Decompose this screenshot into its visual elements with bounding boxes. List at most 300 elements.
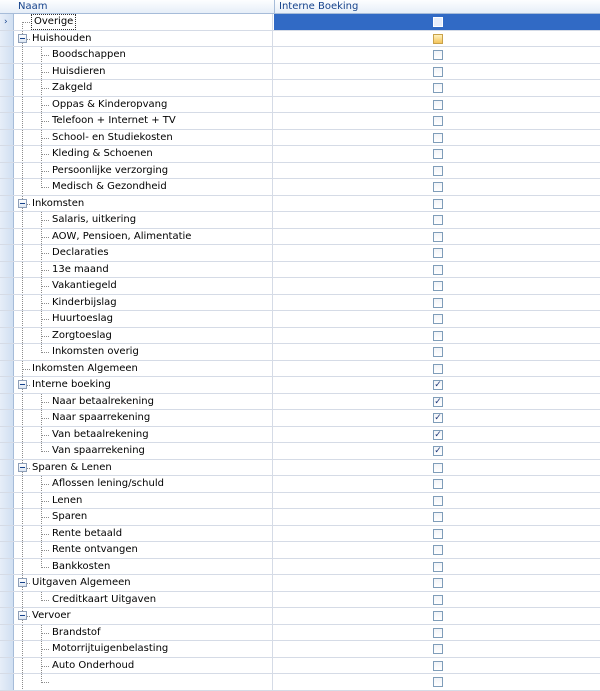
name-cell[interactable] — [14, 229, 273, 245]
name-cell[interactable] — [14, 80, 273, 96]
interne-boeking-cell[interactable] — [274, 179, 600, 195]
checkbox[interactable] — [433, 661, 443, 671]
tree-child-row[interactable] — [0, 146, 600, 163]
checkbox[interactable] — [433, 232, 443, 242]
tree-child-row[interactable] — [0, 97, 600, 114]
name-cell[interactable] — [14, 146, 273, 162]
tree-line — [41, 402, 49, 403]
tree-child-row[interactable] — [0, 311, 600, 328]
row-indicator-header — [0, 0, 14, 13]
checkbox[interactable] — [433, 364, 443, 374]
interne-boeking-cell[interactable] — [274, 295, 600, 311]
tree-line — [41, 633, 49, 634]
tree-child-row[interactable] — [0, 493, 600, 510]
row-indicator[interactable] — [0, 460, 14, 476]
tree-child-row[interactable] — [0, 674, 600, 691]
name-cell[interactable] — [14, 97, 273, 113]
checkbox[interactable] — [433, 17, 443, 27]
checkbox-indeterminate[interactable] — [433, 34, 443, 44]
tree-line — [22, 80, 23, 96]
row-indicator[interactable] — [0, 328, 14, 344]
tree-line — [41, 270, 49, 271]
row-indicator[interactable] — [0, 14, 14, 30]
interne-boeking-cell[interactable] — [274, 625, 600, 641]
tree-line — [22, 22, 23, 30]
category-label: Zorgtoeslag — [52, 329, 112, 341]
interne-boeking-cell[interactable] — [274, 509, 600, 525]
tree-child-row[interactable] — [0, 658, 600, 675]
interne-boeking-cell[interactable] — [274, 608, 600, 624]
tree-line — [22, 509, 23, 525]
checkbox[interactable] — [433, 182, 443, 192]
tree-child-row[interactable] — [0, 113, 600, 130]
interne-boeking-cell[interactable] — [274, 443, 600, 459]
tree-child-row[interactable] — [0, 641, 600, 658]
tree-line — [41, 121, 49, 122]
category-label: Rente ontvangen — [52, 544, 138, 555]
tree-line — [41, 286, 49, 287]
tree-line — [41, 550, 49, 551]
tree-line — [22, 47, 23, 63]
tree-child-row[interactable] — [0, 443, 600, 460]
category-label: Naar betaalrekening — [52, 395, 154, 407]
name-cell[interactable] — [14, 196, 273, 212]
tree-line — [22, 658, 23, 674]
row-indicator[interactable] — [0, 493, 14, 509]
interne-boeking-cell[interactable] — [274, 377, 600, 393]
row-indicator[interactable] — [0, 625, 14, 641]
collapse-icon[interactable] — [18, 463, 27, 472]
category-label: Inkomsten Algemeen — [32, 362, 138, 374]
category-label: Huurtoeslag — [52, 313, 113, 324]
tree-line — [41, 418, 49, 419]
tree-line — [41, 253, 49, 254]
tree-line — [22, 64, 23, 80]
category-label: Persoonlijke verzorging — [52, 164, 169, 176]
column-header-interne-boeking[interactable]: Interne Boeking — [279, 1, 359, 12]
interne-boeking-cell[interactable] — [274, 47, 600, 63]
checkbox[interactable] — [433, 529, 443, 539]
tree-child-row[interactable] — [0, 476, 600, 493]
interne-boeking-cell[interactable] — [274, 674, 600, 690]
current-row-arrow-icon: › — [4, 17, 8, 27]
name-cell[interactable] — [14, 212, 273, 228]
row-indicator[interactable] — [0, 80, 14, 96]
tree-child-row[interactable] — [0, 410, 600, 427]
tree-line — [22, 97, 23, 113]
row-indicator[interactable] — [0, 394, 14, 410]
row-indicator[interactable] — [0, 559, 14, 575]
tree-child-row[interactable] — [0, 262, 600, 279]
interne-boeking-cell[interactable] — [274, 130, 600, 146]
interne-boeking-cell[interactable] — [274, 14, 600, 30]
checkbox[interactable] — [433, 496, 443, 506]
name-cell[interactable] — [14, 163, 273, 179]
tree-line — [41, 352, 49, 353]
tree-child-row[interactable] — [0, 64, 600, 81]
interne-boeking-cell[interactable] — [274, 344, 600, 360]
tree-line — [22, 163, 23, 179]
interne-boeking-cell[interactable] — [274, 493, 600, 509]
row-indicator[interactable] — [0, 278, 14, 294]
row-indicator[interactable] — [0, 377, 14, 393]
category-label: 13e maand — [52, 263, 109, 275]
tree-line — [22, 146, 23, 162]
name-cell[interactable] — [14, 344, 273, 360]
checkbox[interactable] — [433, 281, 443, 291]
interne-boeking-cell[interactable] — [274, 278, 600, 294]
name-cell[interactable] — [14, 592, 273, 608]
interne-boeking-cell[interactable] — [274, 328, 600, 344]
name-cell[interactable] — [14, 311, 273, 327]
tree-group-row[interactable] — [0, 575, 600, 592]
row-indicator[interactable] — [0, 641, 14, 657]
name-cell[interactable] — [14, 295, 273, 311]
name-cell[interactable] — [14, 443, 273, 459]
tree-line — [41, 105, 49, 106]
row-indicator[interactable] — [0, 674, 14, 690]
name-cell[interactable] — [14, 31, 273, 47]
tree-line — [41, 501, 49, 502]
name-cell[interactable] — [14, 526, 273, 542]
tree-child-row[interactable] — [0, 394, 600, 411]
tree-line — [41, 435, 49, 436]
row-indicator[interactable] — [0, 47, 14, 63]
checkbox-checked[interactable]: ✓ — [434, 380, 442, 390]
tree-group-row[interactable] — [0, 31, 600, 48]
tree-child-row[interactable] — [0, 526, 600, 543]
tree-line — [22, 592, 23, 608]
interne-boeking-cell[interactable] — [274, 476, 600, 492]
checkbox[interactable] — [433, 595, 443, 605]
row-indicator[interactable] — [0, 361, 14, 377]
tree-child-row[interactable] — [0, 344, 600, 361]
interne-boeking-cell[interactable] — [274, 559, 600, 575]
tree-child-row[interactable] — [0, 80, 600, 97]
interne-boeking-cell[interactable] — [274, 212, 600, 228]
name-cell[interactable] — [14, 542, 273, 558]
row-indicator[interactable] — [0, 526, 14, 542]
tree-child-row[interactable] — [0, 179, 600, 196]
tree-line — [22, 344, 23, 360]
tree-child-row[interactable] — [0, 509, 600, 526]
row-indicator[interactable] — [0, 179, 14, 195]
row-indicator[interactable] — [0, 64, 14, 80]
name-cell[interactable] — [14, 427, 273, 443]
tree-line — [22, 113, 23, 129]
name-cell[interactable] — [14, 559, 273, 575]
tree-child-row[interactable] — [0, 328, 600, 345]
interne-boeking-cell[interactable] — [274, 245, 600, 261]
checkbox[interactable] — [433, 199, 443, 209]
tree-line — [22, 328, 23, 344]
interne-boeking-cell[interactable] — [274, 113, 600, 129]
tree-line — [22, 625, 23, 641]
checkbox[interactable] — [433, 611, 443, 621]
name-cell[interactable] — [14, 460, 273, 476]
tree-line — [22, 229, 23, 245]
tree-group-row[interactable] — [0, 361, 600, 378]
row-indicator[interactable] — [0, 427, 14, 443]
row-indicator[interactable] — [0, 196, 14, 212]
checkbox[interactable] — [433, 628, 443, 638]
category-label: Sparen & Lenen — [32, 461, 112, 473]
row-indicator[interactable] — [0, 311, 14, 327]
checkbox[interactable] — [433, 248, 443, 258]
name-cell[interactable] — [14, 64, 273, 80]
row-indicator[interactable] — [0, 97, 14, 113]
interne-boeking-cell[interactable] — [274, 262, 600, 278]
checkbox-checked[interactable]: ✓ — [434, 396, 442, 407]
tree-line — [22, 179, 23, 195]
interne-boeking-cell[interactable] — [274, 394, 600, 410]
tree-child-row[interactable] — [0, 245, 600, 262]
tree-child-row[interactable] — [0, 212, 600, 229]
collapse-icon[interactable] — [18, 34, 27, 43]
tree-line — [41, 451, 49, 452]
interne-boeking-cell[interactable] — [274, 196, 600, 212]
tree-child-row[interactable] — [0, 592, 600, 609]
category-label: Vervoer — [32, 610, 71, 621]
tree-group-row[interactable] — [0, 608, 600, 625]
category-label: Vakantiegeld — [52, 280, 117, 291]
tree-line — [41, 649, 49, 650]
checkbox[interactable] — [433, 100, 443, 110]
interne-boeking-cell[interactable] — [274, 311, 600, 327]
row-indicator[interactable] — [0, 262, 14, 278]
interne-boeking-cell[interactable] — [274, 641, 600, 657]
interne-boeking-cell[interactable] — [274, 361, 600, 377]
checkbox[interactable] — [433, 298, 443, 308]
name-cell[interactable] — [14, 113, 273, 129]
tree-group-row[interactable] — [0, 377, 600, 394]
checkbox[interactable] — [433, 314, 443, 324]
row-indicator[interactable] — [0, 509, 14, 525]
checkbox[interactable] — [433, 133, 443, 143]
tree-group-row[interactable] — [0, 196, 600, 213]
row-indicator[interactable] — [0, 130, 14, 146]
checkbox[interactable] — [433, 578, 443, 588]
checkbox[interactable] — [433, 677, 443, 687]
interne-boeking-cell[interactable] — [274, 64, 600, 80]
category-label: Rente betaald — [52, 527, 123, 539]
category-label: Kinderbijslag — [52, 296, 117, 308]
collapse-icon[interactable] — [18, 199, 27, 208]
interne-boeking-cell[interactable] — [274, 427, 600, 443]
tree-group-row[interactable] — [0, 14, 600, 31]
row-indicator[interactable] — [0, 410, 14, 426]
category-label: Motorrijtuigenbelasting — [52, 643, 169, 654]
tree-group-row[interactable] — [0, 460, 600, 477]
tree-line — [22, 410, 23, 426]
tree-child-row[interactable] — [0, 229, 600, 246]
name-cell[interactable] — [14, 410, 273, 426]
category-label: Telefoon + Internet + TV — [52, 115, 176, 126]
interne-boeking-cell[interactable] — [274, 542, 600, 558]
tree-line — [41, 666, 49, 667]
name-cell[interactable] — [14, 658, 273, 674]
tree-line — [22, 394, 23, 410]
category-label: Sparen — [52, 511, 88, 522]
checkbox[interactable] — [433, 215, 443, 225]
tree-child-row[interactable] — [0, 278, 600, 295]
checkbox[interactable] — [433, 347, 443, 357]
row-indicator[interactable] — [0, 658, 14, 674]
name-cell[interactable] — [14, 509, 273, 525]
tree-line — [41, 303, 49, 304]
row-indicator[interactable] — [0, 575, 14, 591]
category-label: Overige — [34, 16, 74, 27]
collapse-icon[interactable] — [18, 611, 27, 620]
tree-child-row[interactable] — [0, 542, 600, 559]
tree-line — [22, 22, 30, 23]
collapse-icon[interactable] — [18, 578, 27, 587]
checkbox[interactable] — [433, 545, 443, 555]
row-indicator[interactable] — [0, 443, 14, 459]
tree-line — [41, 336, 49, 337]
checkbox-checked[interactable]: ✓ — [434, 413, 442, 423]
tree-line — [41, 220, 49, 221]
checkbox[interactable] — [433, 116, 443, 126]
tree-line — [41, 55, 49, 56]
checkbox[interactable] — [433, 512, 443, 522]
interne-boeking-cell[interactable] — [274, 97, 600, 113]
tree-child-row[interactable] — [0, 47, 600, 64]
name-cell[interactable] — [14, 476, 273, 492]
checkbox[interactable] — [433, 644, 443, 654]
interne-boeking-cell[interactable] — [274, 410, 600, 426]
interne-boeking-cell[interactable] — [274, 80, 600, 96]
tree-child-row[interactable] — [0, 163, 600, 180]
name-cell[interactable] — [14, 130, 273, 146]
category-label: Medisch & Gezondheid — [52, 181, 167, 192]
category-label: Brandstof — [52, 626, 101, 638]
checkbox[interactable] — [433, 50, 443, 60]
checkbox-checked[interactable]: ✓ — [434, 429, 442, 440]
tree-child-row[interactable] — [0, 427, 600, 444]
tree-line — [41, 72, 49, 73]
interne-boeking-cell[interactable] — [274, 163, 600, 179]
row-indicator[interactable] — [0, 608, 14, 624]
tree-line — [41, 534, 49, 535]
name-cell[interactable] — [14, 608, 273, 624]
row-indicator[interactable] — [0, 295, 14, 311]
tree-child-row[interactable] — [0, 130, 600, 147]
tree-line — [22, 443, 23, 459]
checkbox[interactable] — [433, 149, 443, 159]
interne-boeking-cell[interactable] — [274, 658, 600, 674]
tree-line — [22, 493, 23, 509]
checkbox[interactable] — [433, 83, 443, 93]
row-indicator[interactable] — [0, 592, 14, 608]
interne-boeking-cell[interactable] — [274, 146, 600, 162]
tree-line — [41, 88, 49, 89]
category-label: Bankkosten — [52, 560, 111, 572]
checkbox[interactable] — [433, 463, 443, 473]
tree-line — [22, 295, 23, 311]
category-label: Salaris, uitkering — [52, 214, 137, 225]
tree-line — [22, 212, 23, 228]
name-cell[interactable] — [14, 179, 273, 195]
tree-line — [22, 245, 23, 261]
category-label: Creditkaart Uitgaven — [52, 593, 157, 605]
checkbox[interactable] — [433, 67, 443, 77]
row-indicator[interactable] — [0, 212, 14, 228]
name-cell[interactable] — [14, 361, 273, 377]
row-indicator[interactable] — [0, 229, 14, 245]
row-indicator[interactable] — [0, 113, 14, 129]
checkbox[interactable] — [433, 479, 443, 489]
checkbox-checked[interactable]: ✓ — [434, 446, 442, 456]
category-label: Naar spaarrekening — [52, 412, 151, 423]
row-indicator[interactable] — [0, 344, 14, 360]
name-cell[interactable] — [14, 575, 273, 591]
row-indicator[interactable] — [0, 163, 14, 179]
checkbox[interactable] — [433, 166, 443, 176]
name-cell[interactable] — [14, 328, 273, 344]
column-header-naam[interactable]: Naam — [18, 1, 48, 12]
collapse-icon[interactable] — [18, 380, 27, 389]
row-indicator[interactable] — [0, 542, 14, 558]
row-indicator[interactable] — [0, 146, 14, 162]
name-cell[interactable] — [14, 245, 273, 261]
tree-line — [41, 682, 49, 683]
interne-boeking-cell[interactable] — [274, 526, 600, 542]
checkbox[interactable] — [433, 331, 443, 341]
name-cell[interactable] — [14, 278, 273, 294]
row-indicator[interactable] — [0, 245, 14, 261]
tree-child-row[interactable] — [0, 559, 600, 576]
tree-child-row[interactable] — [0, 295, 600, 312]
tree-line — [22, 559, 23, 575]
tree-line — [22, 369, 30, 370]
name-cell[interactable] — [14, 394, 273, 410]
name-cell[interactable] — [14, 262, 273, 278]
tree-line — [41, 319, 49, 320]
category-label: Aflossen lening/schuld — [52, 478, 164, 489]
interne-boeking-cell[interactable] — [274, 575, 600, 591]
name-cell[interactable] — [14, 493, 273, 509]
tree-line — [41, 484, 49, 485]
row-indicator[interactable] — [0, 31, 14, 47]
name-cell[interactable] — [14, 47, 273, 63]
category-label: Lenen — [52, 494, 83, 506]
name-cell[interactable] — [14, 377, 273, 393]
category-label: Inkomsten — [32, 197, 85, 209]
name-cell[interactable] — [14, 14, 273, 30]
tree-line — [22, 542, 23, 558]
tree-line — [22, 476, 23, 492]
row-indicator[interactable] — [0, 476, 14, 492]
tree-line — [41, 567, 49, 568]
name-cell[interactable] — [14, 625, 273, 641]
interne-boeking-cell[interactable] — [274, 229, 600, 245]
interne-boeking-cell[interactable] — [274, 31, 600, 47]
category-label: Auto Onderhoud — [52, 659, 135, 671]
category-label: Van betaalrekening — [52, 428, 149, 440]
tree-child-row[interactable] — [0, 625, 600, 642]
name-cell[interactable] — [14, 641, 273, 657]
interne-boeking-cell[interactable] — [274, 460, 600, 476]
interne-boeking-cell[interactable] — [274, 592, 600, 608]
category-label: Uitgaven Algemeen — [32, 577, 131, 588]
category-label: Interne boeking — [32, 379, 111, 390]
category-label: Kleding & Schoenen — [52, 148, 153, 159]
checkbox[interactable] — [433, 265, 443, 275]
category-label: Declaraties — [52, 247, 109, 258]
name-cell[interactable] — [14, 674, 273, 690]
checkbox[interactable] — [433, 562, 443, 572]
